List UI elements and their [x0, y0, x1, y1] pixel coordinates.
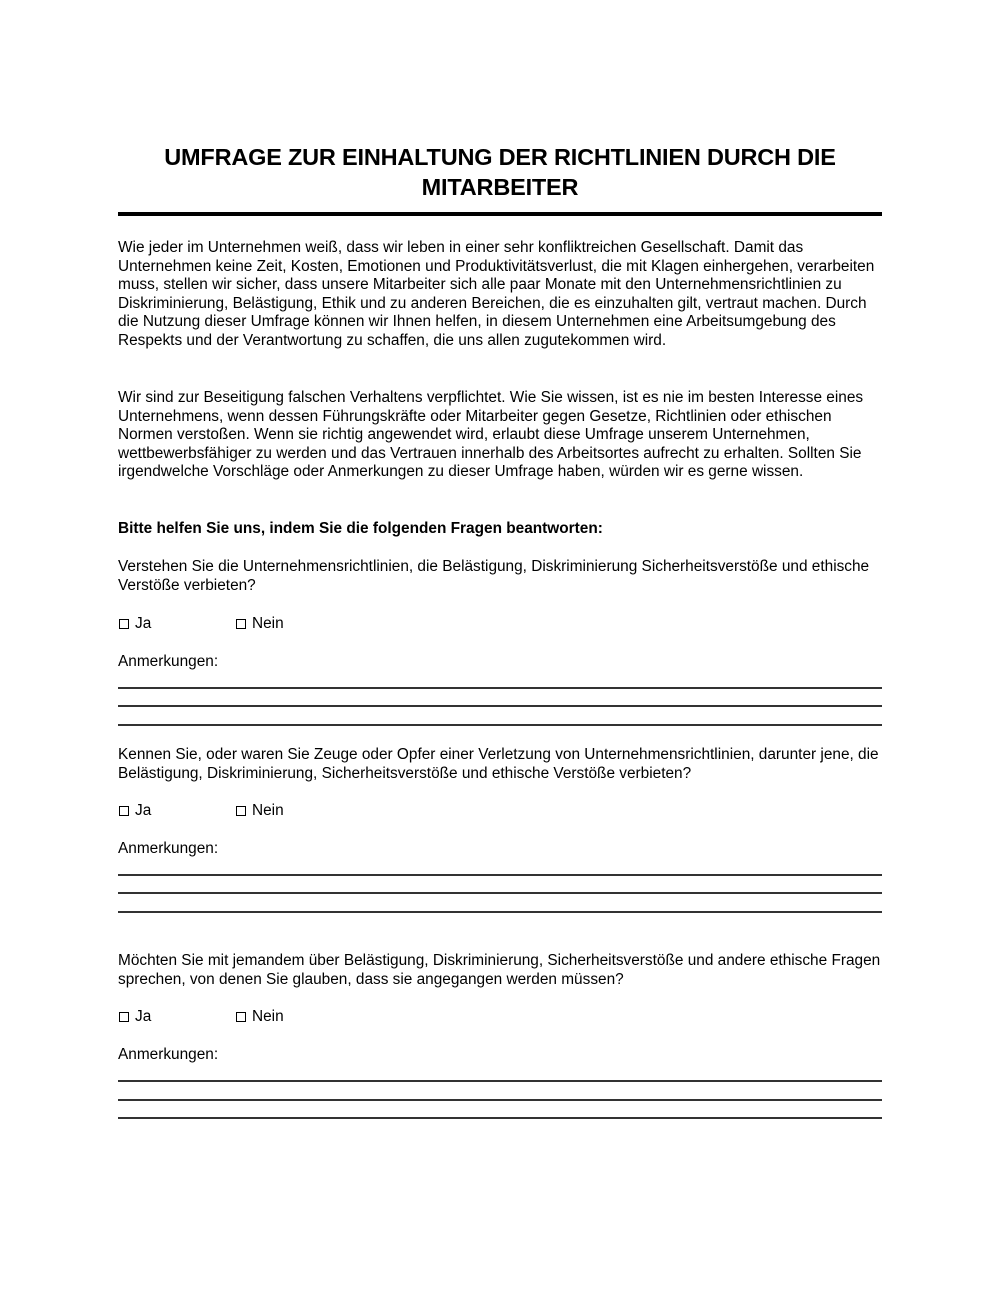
- intro-paragraph-2: Wir sind zur Beseitigung falschen Verhaltens verpflichtet. Wie Sie wissen, ist es nie im besten Interesse eines Unternehmens, wenn dessen Führungskräfte oder Mitarbeiter gegen Gesetze, Richtlinien oder ethischen Normen verstoßen. Wenn sie richtig angewendet wird, erlaubt diese Umfrage unserem Unternehmen, wettbewerbsfähiger zu werden und das Vertrauen innerhalb des Arbeitsortes aufrecht zu erhalten. Sollten Sie irgendwelche Vorschläge oder Anmerkungen zu dieser Umfrage haben, würden wir es gerne wissen.: [118, 389, 864, 481]
- intro-paragraph-1: Wie jeder im Unternehmen weiß, dass wir leben in einer sehr konfliktreichen Gesellschaft. Damit das Unternehmen keine Zeit, Kosten, Emotionen und Produktivitätsverlust, die mit Klagen einhergehen, verarbeiten muss, stellen wir sicher, dass unsere Mitarbeiter sich alle paar Monate mit den Unternehmensrichtlinien zu Diskriminierung, Belästigung, Ethik und zu anderen Bereichen, die es einzuhalten gilt, vertraut machen. Durch die Nutzung dieser Umfrage können wir Ihnen helfen, in diesem Unternehmen eine Arbeitsumgebung des Respekts und der Verantwortung zu schaffen, die uns allen zugutekommen wird.: [118, 239, 875, 349]
- no-label: Nein: [252, 615, 284, 632]
- question-2-notes-label: Anmerkungen:: [118, 840, 219, 857]
- question-3-text: Möchten Sie mit jemandem über Belästigung, Diskriminierung, Sicherheitsverstöße und andere ethische Fragen sprechen, von denen Sie glauben, dass sie angegangen werden müssen?: [118, 952, 881, 988]
- checkbox-icon[interactable]: [236, 1012, 246, 1022]
- question-3-yes-checkbox[interactable]: [119, 1007, 151, 1027]
- no-label: Nein: [252, 802, 284, 819]
- question-1-yes-checkbox[interactable]: [119, 614, 151, 634]
- no-label: Nein: [252, 1008, 284, 1025]
- question-3-no-checkbox[interactable]: [236, 1007, 284, 1027]
- question-3-notes-line-3[interactable]: [118, 1117, 882, 1119]
- question-2-notes-line-1[interactable]: [118, 874, 882, 876]
- yes-label: Ja: [135, 802, 152, 819]
- question-2-options: [118, 801, 882, 821]
- question-3-notes-line-1[interactable]: [118, 1080, 882, 1082]
- question-1-notes-label: Anmerkungen:: [118, 653, 219, 670]
- question-2-no-checkbox[interactable]: [236, 801, 284, 821]
- question-3-notes-line-2[interactable]: [118, 1099, 882, 1101]
- question-3-notes-label: Anmerkungen:: [118, 1046, 219, 1063]
- yes-label: Ja: [135, 615, 152, 632]
- question-1-notes-line-2[interactable]: [118, 705, 882, 707]
- document-title: UMFRAGE ZUR EINHALTUNG DER RICHTLINIEN DURCH DIE MITARBEITER: [164, 144, 836, 200]
- question-2-yes-checkbox[interactable]: [119, 801, 151, 821]
- question-1-options: [118, 614, 882, 634]
- yes-label: Ja: [135, 1008, 152, 1025]
- checkbox-icon[interactable]: [236, 619, 246, 629]
- instruction-text: Bitte helfen Sie uns, indem Sie die folgenden Fragen beantworten:: [118, 520, 603, 537]
- checkbox-icon[interactable]: [236, 806, 246, 816]
- checkbox-icon[interactable]: [119, 1012, 129, 1022]
- title-divider: [118, 212, 882, 216]
- question-2-notes-line-3[interactable]: [118, 911, 882, 913]
- question-3-options: [118, 1007, 882, 1027]
- checkbox-icon[interactable]: [119, 806, 129, 816]
- question-2-text: Kennen Sie, oder waren Sie Zeuge oder Opfer einer Verletzung von Unternehmensrichtlinien, darunter jene, die Belästigung, Diskriminierung, Sicherheitsverstöße und ethische Verstöße verbieten?: [118, 746, 879, 782]
- question-2-notes-line-2[interactable]: [118, 892, 882, 894]
- checkbox-icon[interactable]: [119, 619, 129, 629]
- question-1-no-checkbox[interactable]: [236, 614, 284, 634]
- question-1-notes-line-3[interactable]: [118, 724, 882, 726]
- question-1-notes-line-1[interactable]: [118, 687, 882, 689]
- question-1-text: Verstehen Sie die Unternehmensrichtlinien, die Belästigung, Diskriminierung Sicherheitsverstöße und ethische Verstöße verbieten?: [118, 558, 870, 594]
